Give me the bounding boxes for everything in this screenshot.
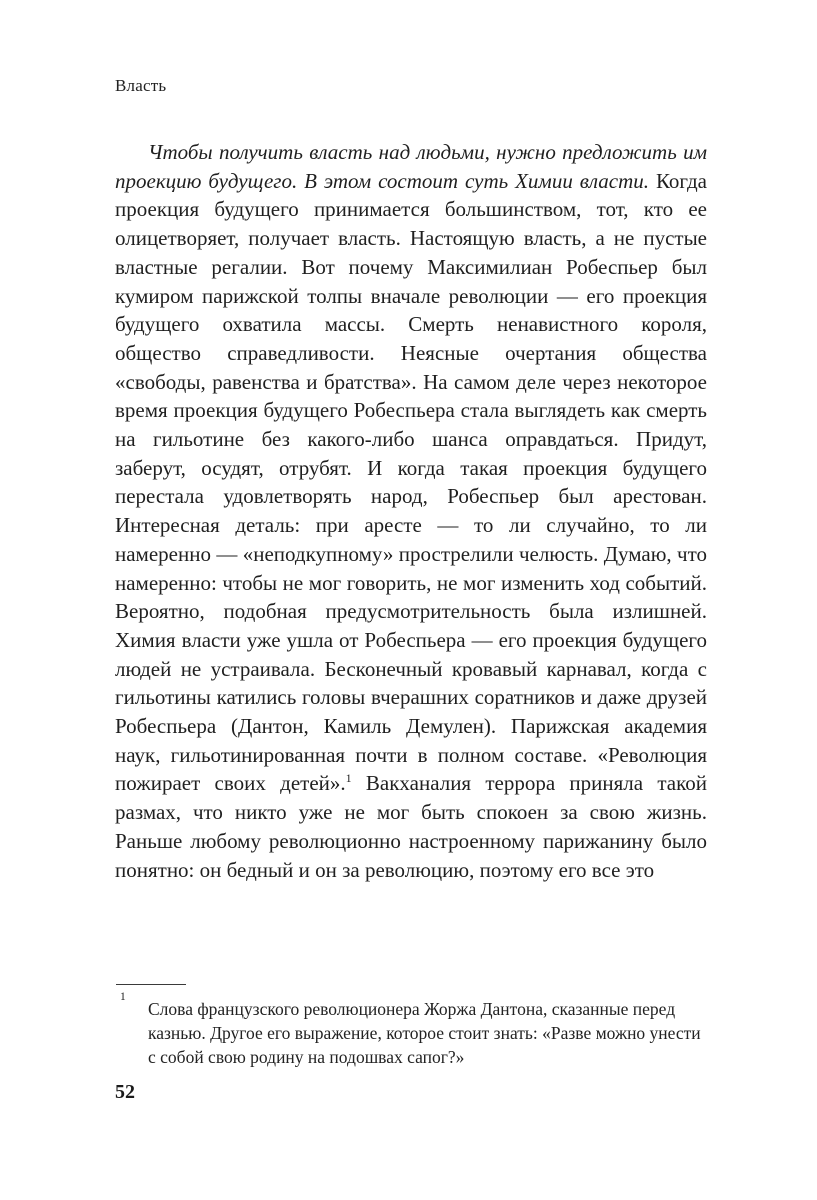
footnote-text: Слова французского революционера Жоржа Дантона, сказанные перед казнью. Другое его выражение, которое стоит знать: «Разве можно унести с собой свою родину на подошвах сапог?» bbox=[148, 999, 701, 1067]
lead-italic-sentence: Чтобы получить власть над людьми, нужно предложить им проекцию будущего. В этом состоит суть Химии власти. bbox=[115, 140, 707, 193]
footnote-reference: 1 bbox=[345, 771, 352, 786]
main-text: Когда проекция будущего принимается большинством, тот, кто ее олицетворяет, получает власть. Настоящую власть, а не пустые властные регалии. Вот почему Максимилиан Робеспьер был кумиром парижской толпы вначале революции — его проекция будущего охватила массы. Смерть ненавистного короля, общество справедливости. Неясные очертания общества «свободы, равенства и братства». На самом деле через некоторое время проекция будущего Робеспьера стала выглядеть как смерть на гильотине без какого-либо шанса оправдаться. Придут, заберут, осудят, отрубят. И когда такая проекция будущего перестала удовлетворять народ, Робеспьер был арестован. Интересная деталь: при аресте — то ли случайно, то ли намеренно — «неподкупному» прострелили челюсть. Думаю, что намеренно: чтобы не мог говорить, не мог изменить ход событий. Вероятно, подобная предусмотрительность была излишней. Химия власти уже ушла от Робеспьера — его проекция будущего людей не устраивала. Бесконечный кровавый карнавал, когда с гильотины катились головы вчерашних соратников и даже друзей Робеспьера (Дантон, Камиль Демулен). Парижская академия наук, гильотинированная почти в полном составе. «Революция пожирает своих детей». bbox=[115, 168, 707, 796]
body-text bbox=[115, 138, 707, 884]
running-header: Власть bbox=[115, 76, 167, 95]
paragraph bbox=[115, 138, 707, 884]
page-number: 52 bbox=[115, 1081, 135, 1103]
footnote-divider bbox=[116, 984, 186, 985]
main-text-continued: Вакханалия террора приняла такой размах, что никто уже не мог быть спокоен за свою жизнь. Раньше любому революционно настроенному парижанину было понятно: он бедный и он за революцию, поэтому его все это bbox=[115, 771, 707, 882]
footnote: 1 Слова французского революционера Жоржа Дантона, сказанные перед казнью. Другое его выражение, которое стоит знать: «Разве можно унести с собой свою родину на подошвах сапог?» bbox=[120, 991, 701, 1067]
